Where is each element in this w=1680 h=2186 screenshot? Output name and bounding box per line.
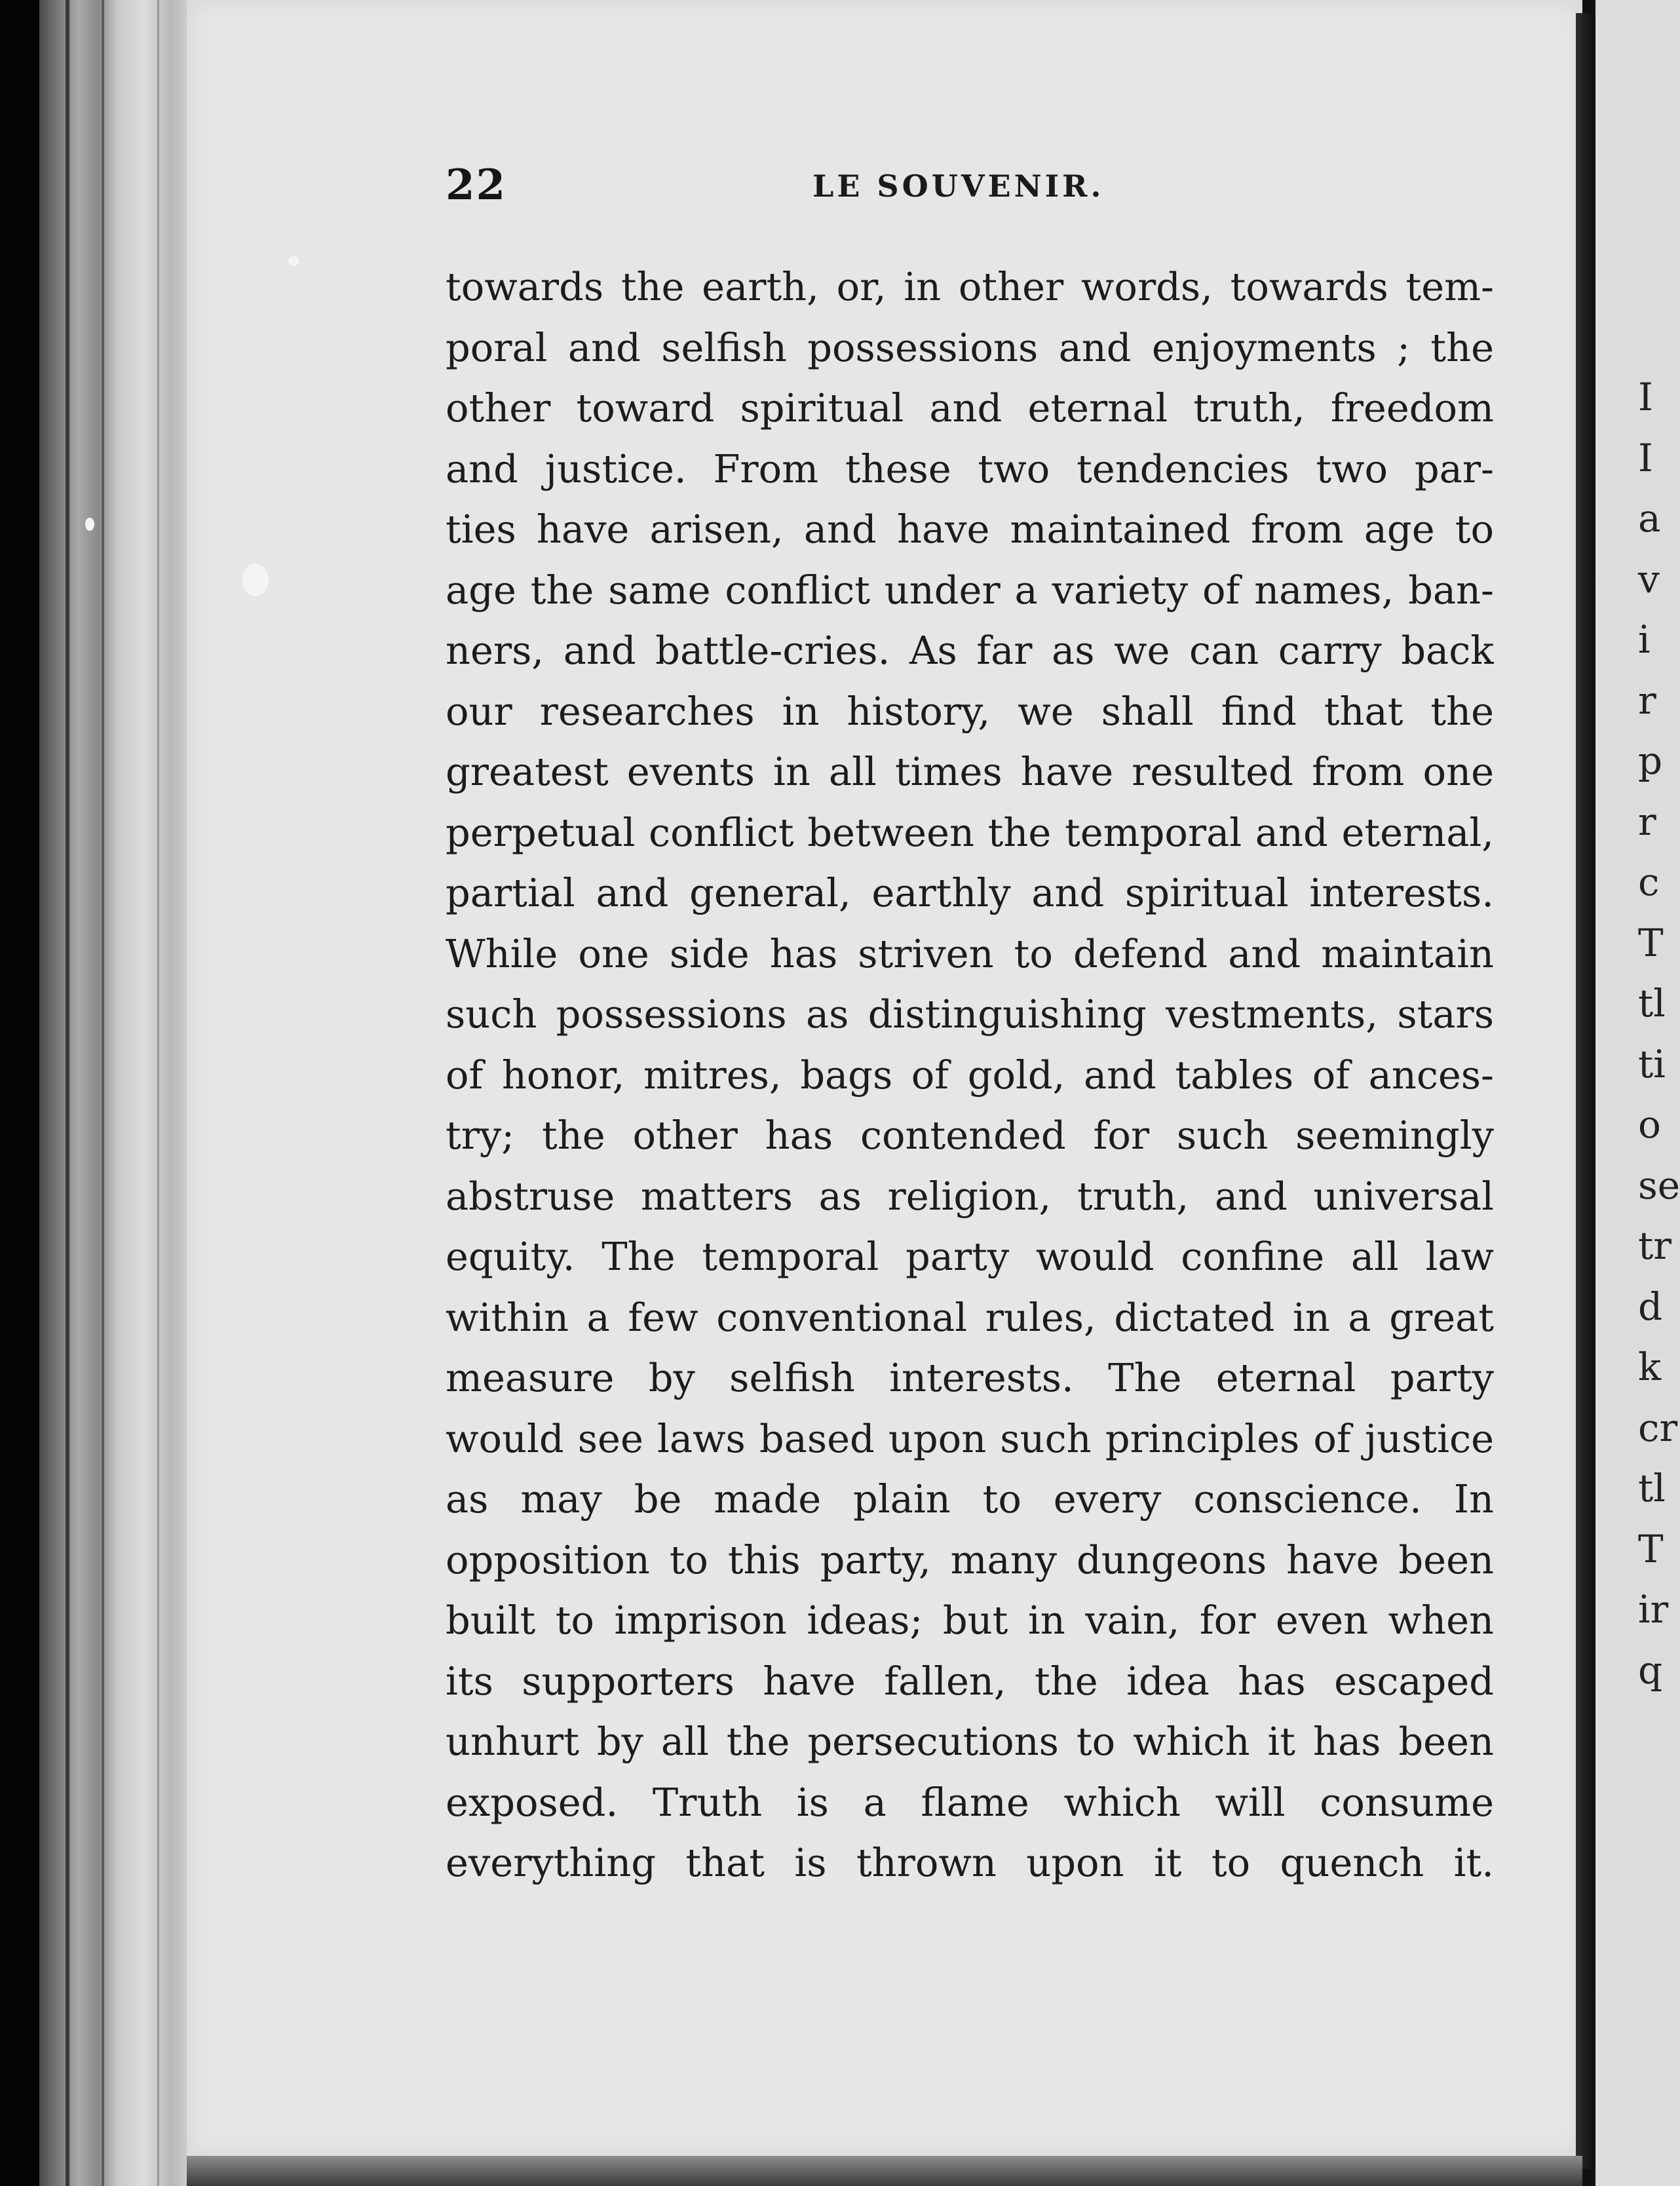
page-stack-edge — [39, 0, 190, 2186]
fragment: c — [1638, 860, 1660, 904]
scan-left-border — [0, 0, 39, 2186]
text-line: other toward spiritual and eternal truth, freedom — [446, 385, 1494, 431]
fragment: I — [1638, 375, 1653, 419]
text-line: such possessions as distinguishing vestments, stars — [446, 991, 1494, 1037]
fragment: i — [1638, 617, 1651, 662]
fragment: q — [1638, 1647, 1663, 1693]
fragment: d — [1638, 1284, 1663, 1329]
text-line: age the same conflict under a variety of names, ban- — [446, 567, 1494, 613]
text-line: exposed. Truth is a flame which will consume — [446, 1779, 1494, 1825]
facing-page-fragments — [1638, 367, 1680, 1700]
fragment: o — [1638, 1102, 1661, 1147]
text-line: While one side has striven to defend and maintain — [446, 930, 1494, 976]
text-line: ners, and battle-cries. As far as we can carry back — [446, 628, 1494, 673]
text-line: poral and selfish possessions and enjoyments ; the — [446, 324, 1494, 370]
fragment: T — [1638, 1526, 1664, 1571]
text-line: built to imprison ideas; but in vain, for even when — [446, 1598, 1494, 1643]
fragment: T — [1638, 920, 1664, 965]
text-line: unhurt by all the persecutions to which it has been — [446, 1719, 1494, 1764]
scan-speck — [85, 518, 94, 531]
running-head — [446, 161, 1494, 213]
page-edge-line — [157, 0, 159, 2186]
text-line: its supporters have fallen, the idea has escaped — [446, 1658, 1494, 1704]
book-gutter — [1576, 13, 1595, 2169]
fragment: tr — [1638, 1223, 1672, 1268]
text-line: ties have arisen, and have maintained from age to — [446, 507, 1494, 552]
body-text — [446, 257, 1494, 1894]
page-edge-line — [66, 0, 69, 2186]
scan-speck — [288, 256, 299, 266]
scan-speck — [242, 564, 269, 596]
text-line: try; the other has contended for such seemingly — [446, 1113, 1494, 1158]
fragment: ti — [1638, 1041, 1666, 1086]
text-line: equity. The temporal party would confine all law — [446, 1234, 1494, 1279]
fragment: tl — [1638, 1466, 1666, 1510]
text-line: our researches in history, we shall find that the — [446, 688, 1494, 734]
text-line: within a few conventional rules, dictated in a great — [446, 1294, 1494, 1340]
fragment: ir — [1638, 1587, 1669, 1632]
text-line: everything that is thrown upon it to quench it. — [446, 1840, 1494, 1885]
text-line: measure by selfish interests. The eternal party — [446, 1355, 1494, 1400]
text-line: perpetual conflict between the temporal and eternal, — [446, 809, 1494, 855]
text-line: would see laws based upon such principles of justice — [446, 1415, 1494, 1461]
page-edge-line — [102, 0, 104, 2186]
fragment: k — [1638, 1345, 1662, 1389]
fragment: tl — [1638, 981, 1666, 1026]
fragment: p — [1638, 738, 1663, 783]
fragment: r — [1638, 799, 1656, 844]
fragment: r — [1638, 678, 1656, 723]
fragment: cr — [1638, 1405, 1678, 1450]
text-line: towards the earth, or, in other words, towards tem- — [446, 264, 1494, 309]
text-line: abstruse matters as religion, truth, and universal — [446, 1173, 1494, 1219]
fragment: v — [1638, 556, 1660, 602]
fragment: a — [1638, 496, 1661, 541]
running-title: LE SOUVENIR. — [812, 168, 1105, 204]
text-line: opposition to this party, many dungeons have been — [446, 1537, 1494, 1582]
fragment: se — [1638, 1162, 1680, 1208]
text-line: partial and general, earthly and spiritual interests. — [446, 870, 1494, 915]
page-number: 22 — [446, 161, 507, 210]
text-line: and justice. From these two tendencies two par- — [446, 446, 1494, 491]
text-line: greatest events in all times have resulted from one — [446, 749, 1494, 794]
page-bottom-edge — [187, 2156, 1582, 2186]
text-line: as may be made plain to every conscience. In — [446, 1476, 1494, 1522]
text-line: of honor, mitres, bags of gold, and tables of ances- — [446, 1052, 1494, 1098]
fragment: I — [1638, 435, 1653, 480]
